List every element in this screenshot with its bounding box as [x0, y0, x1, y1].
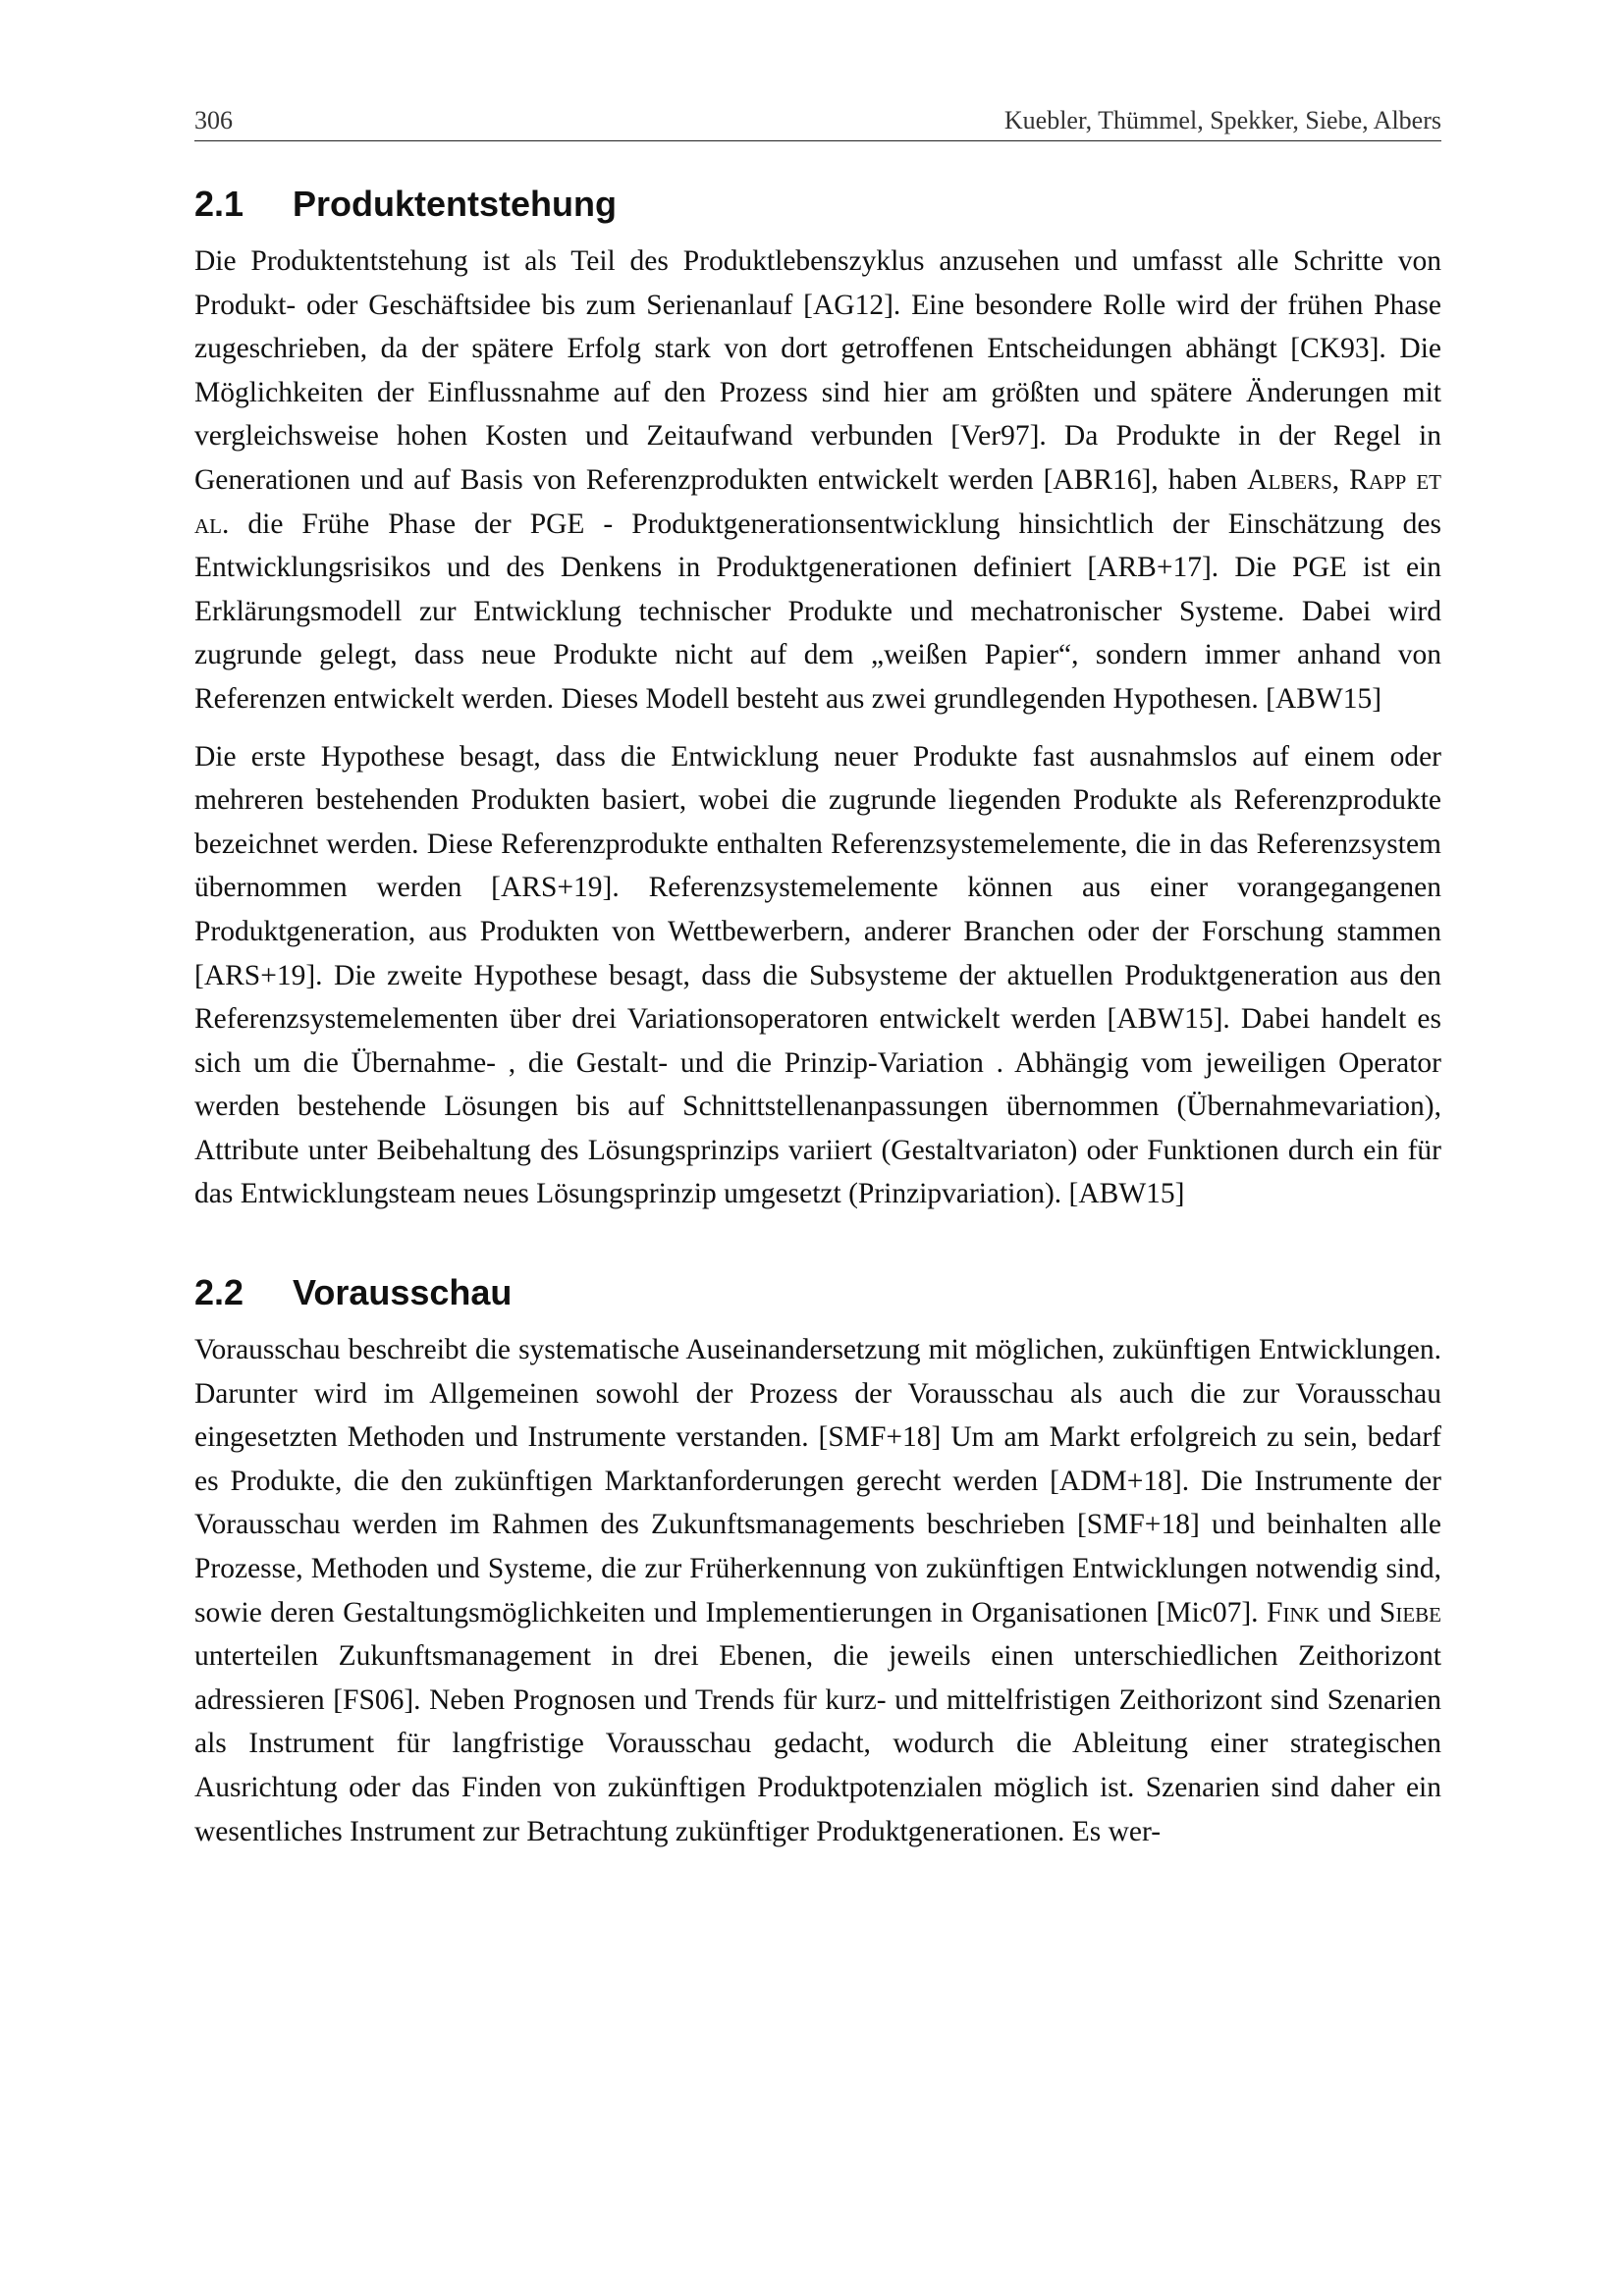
author-name: Albers	[1247, 463, 1332, 496]
author-name: Siebe	[1379, 1596, 1442, 1629]
paragraph: Die Produktentstehung ist als Teil des Produktlebenszyklus anzusehen und umfasst alle Schritte von Produkt- oder Geschäftsidee bis zum Serienanlauf [AG12]. Eine besondere Rolle wird der frühen Phase zugeschrieben, da der spätere Erfolg stark von dort getroffenen Entscheidungen abhängt [CK93]. Die Möglichkeiten der Einflussnahme auf den Prozess sind hier am größten und spätere Änderungen mit vergleichsweise hohen Kosten und Zeitaufwand verbunden [Ver97]. Da Produkte in der Regel in Generationen und auf Basis von Referenzprodukten entwickelt werden [ABR16], haben Albers, Rapp et al. die Frühe Phase der PGE - Produktgenerationsentwicklung hinsichtlich der Einschätzung des Entwicklungsrisikos und des Denkens in Produktgenerationen definiert [ARB+17]. Die PGE ist ein Erklärungsmodell zur Entwicklung technischer Produkte und mechatronischer Systeme. Dabei wird zugrunde gelegt, dass neue Produkte nicht auf dem „weißen Papier“, sondern immer anhand von Referenzen entwickelt werden. Dieses Modell besteht aus zwei grundlegenden Hypothesen. [ABW15]	[194, 245, 1441, 715]
section-number: 2.2	[194, 1272, 244, 1313]
section-title: Vorausschau	[293, 1272, 513, 1313]
section-title: Produktentstehung	[293, 184, 617, 224]
section-heading-produktentstehung	[194, 183, 1441, 226]
author-name: Rapp et al.	[194, 463, 1441, 540]
author-name: Fink	[1267, 1596, 1320, 1629]
paragraph: Die erste Hypothese besagt, dass die Entwicklung neuer Produkte fast ausnahmslos auf einem oder mehreren bestehenden Produkten basiert, wobei die zugrunde liegenden Produkte als Referenzprodukte bezeichnet werden. Diese Referenzprodukte enthalten Referenzsystemelemente, die in das Referenzsystem übernommen werden [ARS+19]. Referenzsystemelemente können aus einer vorangegangenen Produktgeneration, aus Produkten von Wettbewerbern, anderer Branchen oder der Forschung stammen [ARS+19]. Die zweite Hypothese besagt, dass die Subsysteme der aktuellen Produktgeneration aus den Referenzsystemelementen über drei Variationsoperatoren entwickelt werden [ABW15]. Dabei handelt es sich um die Übernahme- , die Gestalt- und die Prinzip-Variation . Abhängig vom jeweiligen Operator werden bestehende Lösungen bis auf Schnittstellenanpassungen übernommen (Übernahmevariation), Attribute unter Beibehaltung des Lösungsprinzips variiert (Gestaltvariaton) oder Funktionen durch ein für das Entwicklungsteam neues Lösungsprinzip umgesetzt (Prinzipvariation). [ABW15]	[194, 740, 1441, 1210]
section-number: 2.1	[194, 184, 244, 224]
page-number: 306	[194, 106, 233, 134]
page	[194, 106, 1441, 1853]
paragraph: Vorausschau beschreibt die systematische Auseinandersetzung mit möglichen, zukünftigen Entwicklungen. Darunter wird im Allgemeinen sowohl der Prozess der Vorausschau als auch die zur Vorausschau eingesetzten Methoden und Instrumente verstanden. [SMF+18] Um am Markt erfolgreich zu sein, bedarf es Produkte, die den zukünftigen Marktanforderungen gerecht werden [ADM+18]. Die Instrumente der Vorausschau werden im Rahmen des Zukunftsmanagements beschrieben [SMF+18] und beinhalten alle Prozesse, Methoden und Systeme, die zur Früherkennung von zukünftigen Entwicklungen notwendig sind, sowie deren Gestaltungsmöglichkeiten und Implementierungen in Organisationen [Mic07]. Fink und Siebe unterteilen Zukunftsmanagement in drei Ebenen, die jeweils einen unterschiedlichen Zeithorizont adressieren [FS06]. Neben Prognosen und Trends für kurz- und mittelfristigen Zeithorizont sind Szenarien als Instrument für langfristige Vorausschau gedacht, wodurch die Ableitung einer strategischen Ausrichtung oder das Finden von zukünftigen Produktpotenzialen möglich ist. Szenarien sind daher ein wesentliches Instrument zur Betrachtung zukünftiger Produktgenerationen. Es wer-	[194, 1334, 1442, 1847]
section-heading-vorausschau	[194, 1271, 1441, 1314]
header-authors: Kuebler, Thümmel, Spekker, Siebe, Albers	[1003, 106, 1441, 134]
running-header	[194, 106, 1441, 141]
